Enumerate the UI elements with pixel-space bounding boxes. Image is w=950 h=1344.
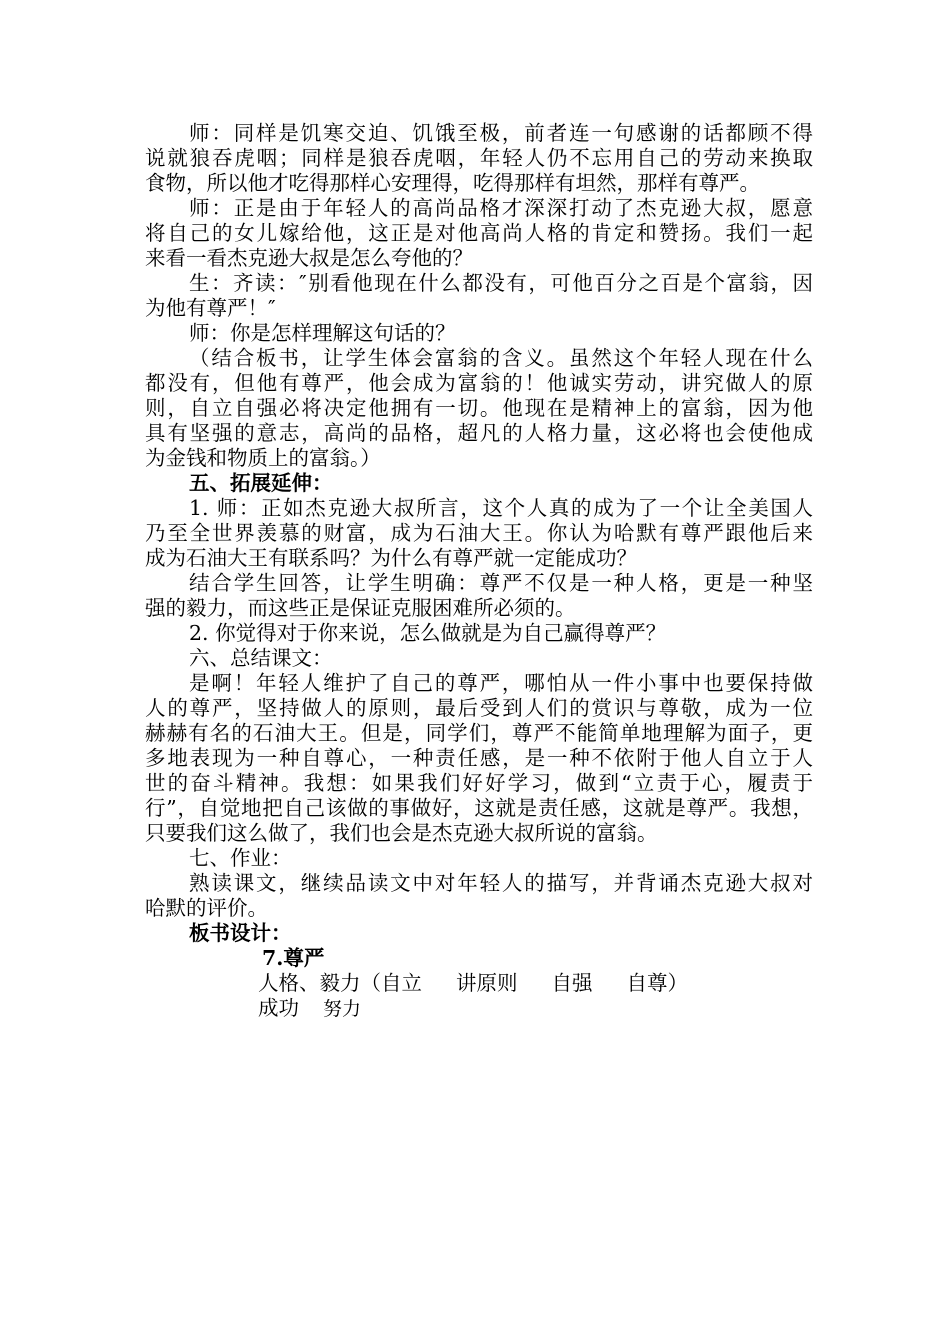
text-line: 是啊！年轻人维护了自己的尊严，哪怕从一件小事中也要保持做 (189, 671, 813, 695)
text-line: 1. 师：正如杰克逊大叔所言，这个人真的成为了一个让全美国人 (189, 496, 813, 520)
paragraph (145, 871, 813, 921)
text-line: 结合学生回答，让学生明确：尊严不仅是一种人格，更是一种坚 (189, 571, 813, 595)
board-item: 自尊） (626, 971, 688, 995)
text-line: 将自己的女儿嫁给他，这正是对他高尚人格的肯定和赞扬。我们一起 (145, 221, 813, 245)
text-line: 人的尊严，坚持做人的原则，最后受到人们的赏识与尊敬，成为一位 (145, 696, 813, 720)
board-row-1 (145, 971, 813, 996)
text-line: 强的毅力，而这些正是保证克服困难所必须的。 (145, 596, 576, 620)
paragraph (145, 321, 813, 346)
text-line: 乃至全世界羡慕的财富，成为石油大王。你认为哈默有尊严跟他后来 (145, 521, 813, 545)
text-line: 六、总结课文： (189, 646, 333, 670)
paragraph (145, 196, 813, 271)
board-item: 自强 (551, 971, 593, 995)
board-item: 努力 (323, 998, 362, 1020)
text-line: 世的奋斗精神。我想：如果我们好好学习，做到“立责于心，履责于 (145, 771, 813, 795)
text-line: 生：齐读：″别看他现在什么都没有，可他百分之百是个富翁，因 (189, 271, 813, 295)
paragraph (145, 346, 813, 471)
paragraph (145, 671, 813, 846)
text-line: 来看一看杰克逊大叔是怎么夸他的？ (145, 246, 473, 270)
text-line: 行”，自觉地把自己该做的事做好，这就是责任感，这就是尊严。我想， (145, 796, 813, 820)
text-line: （结合板书，让学生体会富翁的含义。虽然这个年轻人现在什么 (189, 346, 813, 370)
text-line: 哈默的评价。 (145, 896, 268, 920)
paragraph (145, 496, 813, 571)
text-line: 具有坚强的意志，高尚的品格，超凡的人格力量，这必将也会使他成 (145, 421, 813, 445)
paragraph (145, 571, 813, 621)
text-line: 为他有尊严！″ (145, 296, 276, 320)
board-item: 人格、毅力（自立 (258, 971, 422, 995)
text-line: 熟读课文，继续品读文中对年轻人的描写，并背诵杰克逊大叔对 (189, 871, 813, 895)
paragraph (145, 121, 813, 196)
text-line: 为金钱和物质上的富翁。） (145, 446, 381, 470)
text-line: 五、拓展延伸： (189, 471, 333, 495)
board-item: 成功 (258, 996, 299, 1020)
board-row-2 (145, 996, 813, 1021)
text-line: 七、作业： (189, 846, 292, 870)
text-line: 都没有，但他有尊严，他会成为富翁的！他诚实劳动，讲究做人的原 (145, 371, 813, 395)
text-line: 多地表现为一种自尊心，一种责任感，是一种不依附于他人自立于人 (145, 746, 813, 770)
text-line: 板书设计： (189, 921, 292, 945)
text-line: 2. 你觉得对于你来说，怎么做就是为自己赢得尊严？ (189, 621, 667, 645)
text-line: 食物，所以他才吃得那样心安理得，吃得那样有坦然，那样有尊严。 (145, 171, 760, 195)
board-item: 讲原则 (456, 971, 518, 995)
text-line: 说就狼吞虎咽；同样是狼吞虎咽，年轻人仍不忘用自己的劳动来换取 (145, 146, 813, 170)
board-title: 7.尊严 (262, 946, 325, 970)
lesson-text (145, 121, 813, 946)
text-line: 师：你是怎样理解这句话的？ (189, 321, 456, 345)
document-body (145, 121, 813, 1021)
section-heading (145, 471, 813, 496)
section-heading (145, 921, 813, 946)
text-line: 赫赫有名的石油大王。但是，同学们，尊严不能简单地理解为面子，更 (145, 721, 813, 745)
text-line: 师：正是由于年轻人的高尚品格才深深打动了杰克逊大叔，愿意 (189, 196, 813, 220)
paragraph (145, 271, 813, 321)
text-line: 只要我们这么做了，我们也会是杰克逊大叔所说的富翁。 (145, 821, 658, 845)
text-line: 师：同样是饥寒交迫、饥饿至极，前者连一句感谢的话都顾不得 (189, 121, 813, 145)
text-line: 则，自立自强必将决定他拥有一切。他现在是精神上的富翁，因为他 (145, 396, 813, 420)
paragraph (145, 846, 813, 871)
text-line: 成为石油大王有联系吗？为什么有尊严就一定能成功？ (145, 546, 637, 570)
paragraph (145, 646, 813, 671)
paragraph (145, 621, 813, 646)
